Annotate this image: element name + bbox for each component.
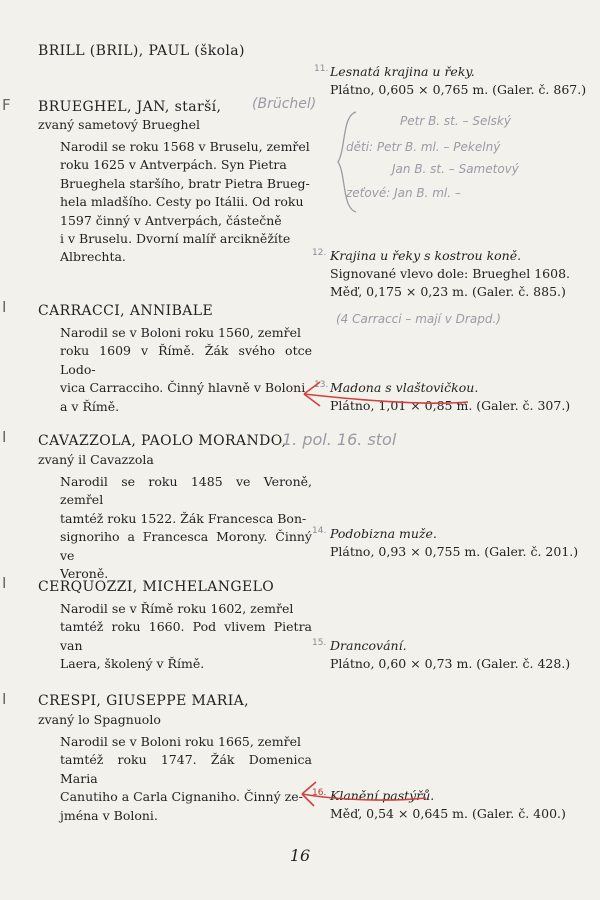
artist-name-crespi: CRESPI, GIUSEPPE MARIA, [38,693,250,709]
work-detail: Plátno, 0,93 × 0,755 m. (Galer. č. 201.) [330,544,579,559]
artist-bio-crespi: Narodil se v Boloni roku 1665, zemřel tamtéž roku 1747. Žák Domenica Maria Canutiho a Carla Cignaniho. Činný ze- jména v Boloni. [60,734,312,823]
pencil-note-brueghel: (Brüchel) [252,96,317,112]
work-number: 16. [312,788,327,798]
work-title: Podobizna muže. [330,526,437,541]
artist-name-brill: BRILL (BRIL), PAUL (škola) [38,43,245,59]
artist-bio-cavazzola: Narodil se roku 1485 ve Veroně, zemřel tamtéž roku 1522. Žák Francesca Bon- signoriho a Francesca Morony. Činný ve Veroně. [60,474,312,582]
margin-mark-crespi: I [2,690,7,708]
work-detail: Plátno, 1,01 × 0,85 m. (Galer. č. 307.) [330,398,571,413]
work-title: Drancování. [330,638,407,653]
work-detail: Plátno, 0,60 × 0,73 m. (Galer. č. 428.) [330,656,571,671]
work-title: Krajina u řeky s kostrou koně. [330,248,522,263]
pencil-note-cavazzola: 1. pol. 16. stol [282,430,397,449]
pencil-note-brueghel-line: děti: Petr B. ml. – Pekelný [346,140,501,154]
work-detail: Signované vlevo dole: Brueghel 1608. [330,266,571,281]
red-underline-klaneni [298,776,438,810]
work-title: Klanění pastýřů. [330,788,435,803]
artist-bio-brueghel: Narodil se roku 1568 v Bruselu, zemřel roku 1625 v Antverpách. Syn Pietra Brueghela staršího, bratr Pietra Brueg- hela mladšího. Cesty po Itálii. Od roku 1597 činný v Antverpách, částečně i v Bruselu. Dvorní malíř arcikněžíte Albrechta. [60,139,310,265]
artist-bio-carracci: Narodil se v Boloni roku 1560, zemřel roku 1609 v Římě. Žák svého otce Lodo- vica Carracciho. Činný hlavně v Boloni a v Římě. [60,325,312,414]
pencil-note-carracci: (4 Carracci – mají v Drapd.) [336,312,501,326]
work-detail: Měď, 0,175 × 0,23 m. (Galer. č. 885.) [330,284,566,299]
artist-alias-brueghel: zvaný sametový Brueghel [38,117,201,132]
artist-name-carracci: CARRACCI, ANNIBALE [38,303,214,319]
artist-bio-cerquozzi: Narodil se v Římě roku 1602, zemřel tamtéž roku 1660. Pod vlivem Pietra van Laera, školený v Římě. [60,601,312,672]
margin-mark-cavazzola: I [2,428,7,446]
work-number: 13. [314,380,329,390]
artist-alias-cavazzola: zvaný il Cavazzola [38,452,154,467]
work-number: 14. [312,526,327,536]
pencil-note-brueghel-line: zeťové: Jan B. ml. – [346,186,461,200]
artist-name-cerquozzi: CERQUOZZI, MICHELANGELO [38,579,275,595]
work-title: Madona s vlaštovičkou. [330,380,479,395]
artist-alias-crespi: zvaný lo Spagnuolo [38,712,161,727]
work-number: 12. [312,248,327,258]
work-number: 11. [314,64,329,74]
pencil-note-brueghel-line: Jan B. st. – Sametový [392,162,519,176]
work-number: 15. [312,638,327,648]
work-detail: Měď, 0,54 × 0,645 m. (Galer. č. 400.) [330,806,566,821]
page-number: 16 [289,846,311,865]
pencil-note-brueghel-line: Petr B. st. – Selský [400,114,511,128]
artist-name-brueghel: BRUEGHEL, JAN, starší, [38,99,222,115]
work-detail: Plátno, 0,605 × 0,765 m. (Galer. č. 867.) [330,82,587,97]
artist-name-cavazzola: CAVAZZOLA, PAOLO MORANDO, [38,433,287,449]
margin-mark-carracci: I [2,298,7,316]
work-title: Lesnatá krajina u řeky. [330,64,475,79]
margin-mark-cerquozzi: I [2,574,7,592]
red-underline-madona [300,372,480,416]
margin-mark-brueghel: F [2,96,11,114]
